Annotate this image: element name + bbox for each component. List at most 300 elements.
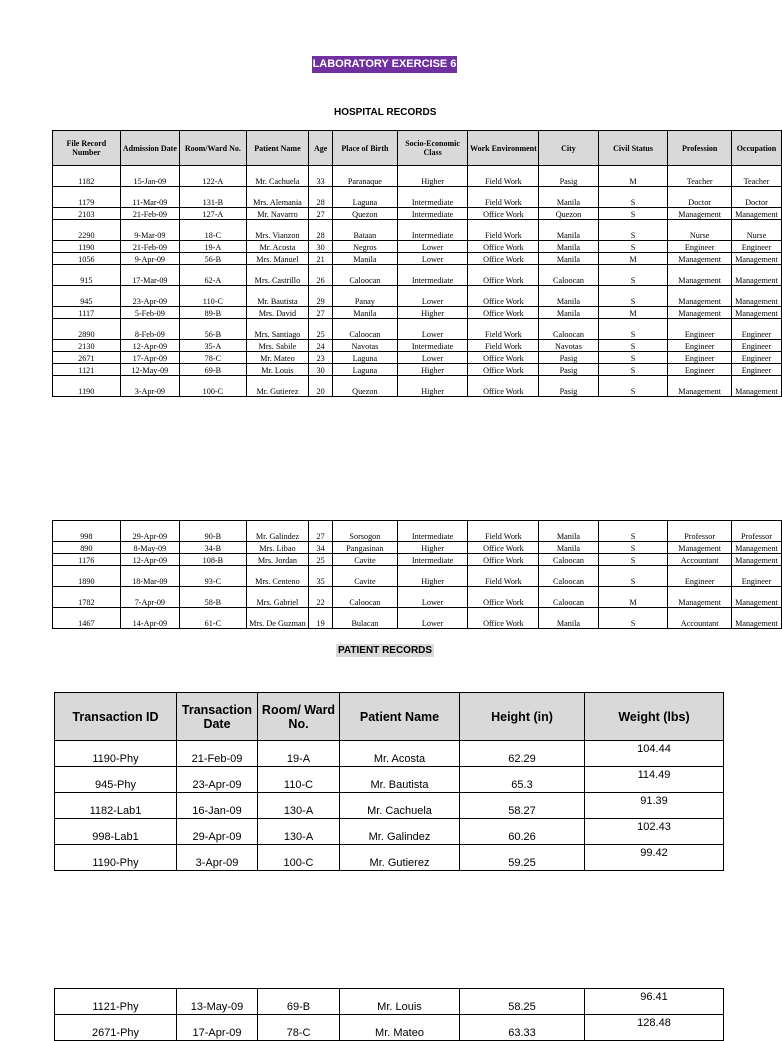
- table-cell: Mr. Louis: [246, 364, 308, 376]
- table-cell: Doctor: [731, 187, 781, 208]
- table-cell: Manila: [539, 307, 598, 319]
- table-cell: 56-B: [180, 319, 247, 340]
- table-cell: Manila: [539, 521, 598, 542]
- table-cell: 1182: [53, 166, 121, 187]
- table-cell: Mrs. David: [246, 307, 308, 319]
- table-cell: Management: [731, 542, 781, 554]
- table-cell: Management: [668, 376, 732, 397]
- table-cell: Pasig: [539, 352, 598, 364]
- table-cell: Caloocan: [539, 265, 598, 286]
- table-cell: Manila: [539, 286, 598, 307]
- table-cell: Higher: [397, 376, 468, 397]
- table-cell: Office Work: [468, 608, 539, 629]
- table-cell: 58-B: [180, 587, 247, 608]
- table-cell: 114.49: [585, 767, 724, 793]
- column-header: Transaction Date: [177, 693, 258, 741]
- table-cell: 29: [309, 286, 333, 307]
- table-cell: 60.26: [460, 819, 585, 845]
- table-row: [55, 741, 724, 767]
- table-cell: M: [598, 587, 668, 608]
- column-header: Civil Status: [598, 131, 668, 166]
- table-cell: 7-Apr-09: [120, 587, 179, 608]
- table-cell: Professor: [668, 521, 732, 542]
- table-cell: Management: [731, 376, 781, 397]
- table-cell: 90-B: [180, 521, 247, 542]
- table-cell: Mrs. Castrillo: [246, 265, 308, 286]
- table-cell: 17-Apr-09: [120, 352, 179, 364]
- table-row: [55, 1015, 724, 1041]
- table-cell: Laguna: [333, 352, 398, 364]
- table-cell: 25: [309, 319, 333, 340]
- table-cell: Manila: [333, 307, 398, 319]
- table-cell: Mr. Cachuela: [340, 793, 460, 819]
- table-cell: Higher: [397, 566, 468, 587]
- table-cell: Caloocan: [333, 265, 398, 286]
- table-cell: 30: [309, 364, 333, 376]
- table-cell: Field Work: [468, 187, 539, 208]
- table-row: [53, 608, 782, 629]
- table-cell: 131-B: [180, 187, 247, 208]
- table-cell: Engineer: [731, 352, 781, 364]
- table-cell: Engineer: [668, 319, 732, 340]
- hospital-records-table: [52, 130, 782, 397]
- table-cell: Bataan: [333, 220, 398, 241]
- table-cell: 1890: [53, 566, 121, 587]
- table-cell: 945-Phy: [55, 767, 177, 793]
- table-cell: Navotas: [539, 340, 598, 352]
- table-cell: 1176: [53, 554, 121, 566]
- table-cell: Caloocan: [333, 319, 398, 340]
- table-cell: Engineer: [668, 352, 732, 364]
- table-cell: Cavite: [333, 566, 398, 587]
- table-cell: Mr. Cachuela: [246, 166, 308, 187]
- table-row: [55, 989, 724, 1015]
- table-cell: Engineer: [731, 319, 781, 340]
- table-cell: M: [598, 253, 668, 265]
- table-row: [53, 253, 782, 265]
- table-cell: Panay: [333, 286, 398, 307]
- table-cell: 12-Apr-09: [120, 340, 179, 352]
- table-cell: 35: [309, 566, 333, 587]
- table-cell: Mrs. Gabriel: [246, 587, 308, 608]
- table-cell: 945: [53, 286, 121, 307]
- table-cell: Mr. Acosta: [246, 241, 308, 253]
- table-cell: 78-C: [180, 352, 247, 364]
- patient-records-table-continued: [54, 988, 724, 1041]
- table-row: [53, 542, 782, 554]
- table-cell: 21-Feb-09: [177, 741, 258, 767]
- column-header: Weight (lbs): [585, 693, 724, 741]
- table-cell: Intermediate: [397, 220, 468, 241]
- table-cell: Office Work: [468, 587, 539, 608]
- table-cell: 30: [309, 241, 333, 253]
- table-cell: 130-A: [258, 793, 340, 819]
- table-cell: Navotas: [333, 340, 398, 352]
- table-cell: 998: [53, 521, 121, 542]
- column-header: Patient Name: [340, 693, 460, 741]
- table-cell: Manila: [539, 220, 598, 241]
- table-cell: Teacher: [731, 166, 781, 187]
- table-cell: Quezon: [539, 208, 598, 220]
- table-cell: S: [598, 208, 668, 220]
- table-cell: Engineer: [668, 364, 732, 376]
- table-cell: S: [598, 319, 668, 340]
- table-cell: 91.39: [585, 793, 724, 819]
- table-cell: Manila: [539, 608, 598, 629]
- table-cell: 11-Mar-09: [120, 187, 179, 208]
- table-cell: Higher: [397, 542, 468, 554]
- table-cell: 1782: [53, 587, 121, 608]
- table-cell: Laguna: [333, 364, 398, 376]
- table-row: [53, 166, 782, 187]
- column-header: Height (in): [460, 693, 585, 741]
- table-cell: Office Work: [468, 376, 539, 397]
- table-cell: 21: [309, 253, 333, 265]
- table-cell: 127-A: [180, 208, 247, 220]
- table-cell: 2130: [53, 340, 121, 352]
- table-cell: 58.25: [460, 989, 585, 1015]
- table-cell: Field Work: [468, 521, 539, 542]
- table-cell: 89-B: [180, 307, 247, 319]
- table-row: [53, 220, 782, 241]
- table-cell: Engineer: [731, 364, 781, 376]
- table-cell: 27: [309, 521, 333, 542]
- table-cell: 2890: [53, 319, 121, 340]
- table-row: [55, 767, 724, 793]
- table-row: [53, 208, 782, 220]
- column-header: Admission Date: [120, 131, 179, 166]
- table-cell: Cavite: [333, 554, 398, 566]
- table-cell: Office Work: [468, 352, 539, 364]
- table-cell: S: [598, 340, 668, 352]
- table-cell: 62-A: [180, 265, 247, 286]
- table-cell: Management: [731, 307, 781, 319]
- table-cell: Office Work: [468, 307, 539, 319]
- table-row: [53, 319, 782, 340]
- table-cell: Quezon: [333, 376, 398, 397]
- table-cell: 62.29: [460, 741, 585, 767]
- table-cell: Professor: [731, 521, 781, 542]
- table-cell: Caloocan: [539, 566, 598, 587]
- table-cell: 27: [309, 307, 333, 319]
- table-cell: Management: [668, 253, 732, 265]
- table-row: [55, 845, 724, 871]
- table-cell: 23-Apr-09: [120, 286, 179, 307]
- table-cell: Management: [668, 307, 732, 319]
- table-cell: Mr. Mateo: [340, 1015, 460, 1041]
- table-cell: 65.3: [460, 767, 585, 793]
- table-cell: 27: [309, 208, 333, 220]
- table-cell: 110-C: [258, 767, 340, 793]
- table-cell: 21-Feb-09: [120, 241, 179, 253]
- table-cell: 100-C: [180, 376, 247, 397]
- table-cell: S: [598, 265, 668, 286]
- column-header: Age: [309, 131, 333, 166]
- table-cell: Mr. Mateo: [246, 352, 308, 364]
- table-cell: Mrs. Manuel: [246, 253, 308, 265]
- table-cell: Intermediate: [397, 521, 468, 542]
- column-header: Transaction ID: [55, 693, 177, 741]
- table-cell: Mr. Galindez: [246, 521, 308, 542]
- table-cell: Intermediate: [397, 554, 468, 566]
- table-row: [55, 793, 724, 819]
- table-cell: Caloocan: [539, 554, 598, 566]
- table-cell: Intermediate: [397, 265, 468, 286]
- table-cell: Management: [668, 542, 732, 554]
- table-cell: 28: [309, 187, 333, 208]
- table-cell: 2671: [53, 352, 121, 364]
- table-cell: 8-May-09: [120, 542, 179, 554]
- table-cell: Lower: [397, 241, 468, 253]
- table-cell: 14-Apr-09: [120, 608, 179, 629]
- table-cell: 24: [309, 340, 333, 352]
- table-cell: Pasig: [539, 166, 598, 187]
- column-header: Patient Name: [246, 131, 308, 166]
- table-cell: Quezon: [333, 208, 398, 220]
- table-cell: Field Work: [468, 566, 539, 587]
- table-cell: Intermediate: [397, 208, 468, 220]
- hospital-records-table-continued: [52, 520, 782, 629]
- table-row: [53, 340, 782, 352]
- table-cell: Office Work: [468, 208, 539, 220]
- table-cell: Office Work: [468, 286, 539, 307]
- table-cell: Teacher: [668, 166, 732, 187]
- table-cell: 69-B: [258, 989, 340, 1015]
- table-cell: 9-Mar-09: [120, 220, 179, 241]
- table-row: [55, 819, 724, 845]
- table-cell: 78-C: [258, 1015, 340, 1041]
- table-cell: 34-B: [180, 542, 247, 554]
- table-cell: S: [598, 286, 668, 307]
- column-header: Room/Ward No.: [180, 131, 247, 166]
- table-cell: Engineer: [731, 340, 781, 352]
- table-cell: Doctor: [668, 187, 732, 208]
- table-cell: 19-A: [258, 741, 340, 767]
- table-row: [53, 286, 782, 307]
- table-cell: Management: [731, 286, 781, 307]
- table-cell: Field Work: [468, 166, 539, 187]
- table-cell: 2671-Phy: [55, 1015, 177, 1041]
- table-cell: Management: [731, 608, 781, 629]
- table-cell: Office Work: [468, 241, 539, 253]
- table-cell: 29-Apr-09: [120, 521, 179, 542]
- table-cell: Pasig: [539, 376, 598, 397]
- table-cell: Management: [731, 253, 781, 265]
- table-cell: Manila: [539, 253, 598, 265]
- table-cell: Mrs. De Guzman: [246, 608, 308, 629]
- table-cell: 26: [309, 265, 333, 286]
- table-cell: 22: [309, 587, 333, 608]
- table-cell: Lower: [397, 587, 468, 608]
- table-cell: 19-A: [180, 241, 247, 253]
- table-cell: 12-May-09: [120, 364, 179, 376]
- table-row: [53, 265, 782, 286]
- table-cell: 1121: [53, 364, 121, 376]
- table-cell: Engineer: [731, 241, 781, 253]
- table-cell: 1190: [53, 376, 121, 397]
- table-cell: 13-May-09: [177, 989, 258, 1015]
- table-cell: Mr. Gutierez: [246, 376, 308, 397]
- table-cell: 108-B: [180, 554, 247, 566]
- table-cell: Mr. Galindez: [340, 819, 460, 845]
- table-cell: 1182-Lab1: [55, 793, 177, 819]
- table-cell: 122-A: [180, 166, 247, 187]
- table-cell: M: [598, 166, 668, 187]
- hospital-records-title: HOSPITAL RECORDS: [334, 107, 437, 118]
- table-row: [53, 376, 782, 397]
- exercise-title: LABORATORY EXERCISE 6: [312, 56, 457, 73]
- table-cell: Office Work: [468, 364, 539, 376]
- table-cell: 3-Apr-09: [177, 845, 258, 871]
- table-cell: Engineer: [668, 566, 732, 587]
- table-cell: 29-Apr-09: [177, 819, 258, 845]
- table-row: [53, 587, 782, 608]
- table-cell: 21-Feb-09: [120, 208, 179, 220]
- table-cell: Office Work: [468, 253, 539, 265]
- table-cell: Bulacan: [333, 608, 398, 629]
- table-cell: 33: [309, 166, 333, 187]
- table-cell: Management: [731, 208, 781, 220]
- column-header: Room/ Ward No.: [258, 693, 340, 741]
- table-cell: Higher: [397, 364, 468, 376]
- table-cell: Management: [668, 286, 732, 307]
- table-cell: Management: [731, 587, 781, 608]
- table-row: [53, 352, 782, 364]
- table-cell: S: [598, 187, 668, 208]
- table-cell: 1056: [53, 253, 121, 265]
- table-cell: Mrs. Jordan: [246, 554, 308, 566]
- table-row: [53, 307, 782, 319]
- table-cell: Pangasinan: [333, 542, 398, 554]
- table-cell: Mrs. Vianzon: [246, 220, 308, 241]
- table-cell: Caloocan: [539, 319, 598, 340]
- table-cell: S: [598, 364, 668, 376]
- table-cell: S: [598, 566, 668, 587]
- table-cell: 18-C: [180, 220, 247, 241]
- table-cell: Management: [731, 554, 781, 566]
- table-cell: M: [598, 307, 668, 319]
- table-cell: Intermediate: [397, 187, 468, 208]
- table-cell: S: [598, 608, 668, 629]
- table-cell: Accountant: [668, 608, 732, 629]
- table-cell: Caloocan: [539, 587, 598, 608]
- table-cell: 25: [309, 554, 333, 566]
- table-cell: 1190: [53, 241, 121, 253]
- column-header: Place of Birth: [333, 131, 398, 166]
- table-cell: 16-Jan-09: [177, 793, 258, 819]
- table-cell: 110-C: [180, 286, 247, 307]
- table-cell: 2103: [53, 208, 121, 220]
- table-cell: Engineer: [731, 566, 781, 587]
- table-cell: Mr. Bautista: [246, 286, 308, 307]
- table-cell: Negros: [333, 241, 398, 253]
- table-cell: 8-Feb-09: [120, 319, 179, 340]
- table-cell: Office Work: [468, 265, 539, 286]
- table-row: [53, 554, 782, 566]
- table-cell: Engineer: [668, 241, 732, 253]
- table-cell: Lower: [397, 352, 468, 364]
- table-cell: 9-Apr-09: [120, 253, 179, 265]
- table-cell: S: [598, 376, 668, 397]
- table-cell: 1117: [53, 307, 121, 319]
- table-cell: 20: [309, 376, 333, 397]
- column-header: Profession: [668, 131, 732, 166]
- table-cell: Lower: [397, 319, 468, 340]
- table-cell: 102.43: [585, 819, 724, 845]
- table-cell: S: [598, 352, 668, 364]
- patient-records-table: [54, 692, 724, 871]
- table-cell: S: [598, 241, 668, 253]
- table-cell: 3-Apr-09: [120, 376, 179, 397]
- table-cell: 1179: [53, 187, 121, 208]
- table-cell: 18-Mar-09: [120, 566, 179, 587]
- patient-records-title: PATIENT RECORDS: [338, 645, 433, 656]
- table-cell: Field Work: [468, 340, 539, 352]
- table-cell: Management: [731, 265, 781, 286]
- table-cell: Intermediate: [397, 340, 468, 352]
- table-cell: 1467: [53, 608, 121, 629]
- table-cell: Mr. Bautista: [340, 767, 460, 793]
- table-cell: Engineer: [668, 340, 732, 352]
- table-cell: Nurse: [668, 220, 732, 241]
- table-cell: 93-C: [180, 566, 247, 587]
- table-cell: Management: [668, 208, 732, 220]
- table-cell: Mr. Gutierez: [340, 845, 460, 871]
- table-cell: Office Work: [468, 554, 539, 566]
- table-cell: 61-C: [180, 608, 247, 629]
- table-cell: 69-B: [180, 364, 247, 376]
- table-cell: 998-Lab1: [55, 819, 177, 845]
- table-cell: 12-Apr-09: [120, 554, 179, 566]
- table-cell: 17-Mar-09: [120, 265, 179, 286]
- table-cell: 5-Feb-09: [120, 307, 179, 319]
- table-cell: 23-Apr-09: [177, 767, 258, 793]
- table-cell: Sorsogon: [333, 521, 398, 542]
- table-cell: Mr. Louis: [340, 989, 460, 1015]
- table-cell: 34: [309, 542, 333, 554]
- table-cell: Mrs. Libao: [246, 542, 308, 554]
- table-cell: Field Work: [468, 220, 539, 241]
- table-cell: Manila: [539, 187, 598, 208]
- table-cell: 915: [53, 265, 121, 286]
- table-cell: Higher: [397, 166, 468, 187]
- table-cell: 100-C: [258, 845, 340, 871]
- column-header: Occupation: [731, 131, 781, 166]
- table-cell: S: [598, 521, 668, 542]
- table-cell: 28: [309, 220, 333, 241]
- table-cell: 59.25: [460, 845, 585, 871]
- table-cell: 96.41: [585, 989, 724, 1015]
- table-cell: Manila: [539, 542, 598, 554]
- table-cell: 63.33: [460, 1015, 585, 1041]
- table-cell: 1190-Phy: [55, 741, 177, 767]
- table-cell: 23: [309, 352, 333, 364]
- table-cell: Lower: [397, 608, 468, 629]
- table-cell: 99.42: [585, 845, 724, 871]
- column-header: Work Environment: [468, 131, 539, 166]
- table-cell: Mrs. Centeno: [246, 566, 308, 587]
- table-cell: 104.44: [585, 741, 724, 767]
- table-cell: 1190-Phy: [55, 845, 177, 871]
- column-header: Socio-Economic Class: [397, 131, 468, 166]
- table-cell: 2290: [53, 220, 121, 241]
- table-cell: 19: [309, 608, 333, 629]
- table-cell: 1121-Phy: [55, 989, 177, 1015]
- table-row: [53, 187, 782, 208]
- table-cell: 130-A: [258, 819, 340, 845]
- table-cell: Management: [668, 587, 732, 608]
- table-cell: Nurse: [731, 220, 781, 241]
